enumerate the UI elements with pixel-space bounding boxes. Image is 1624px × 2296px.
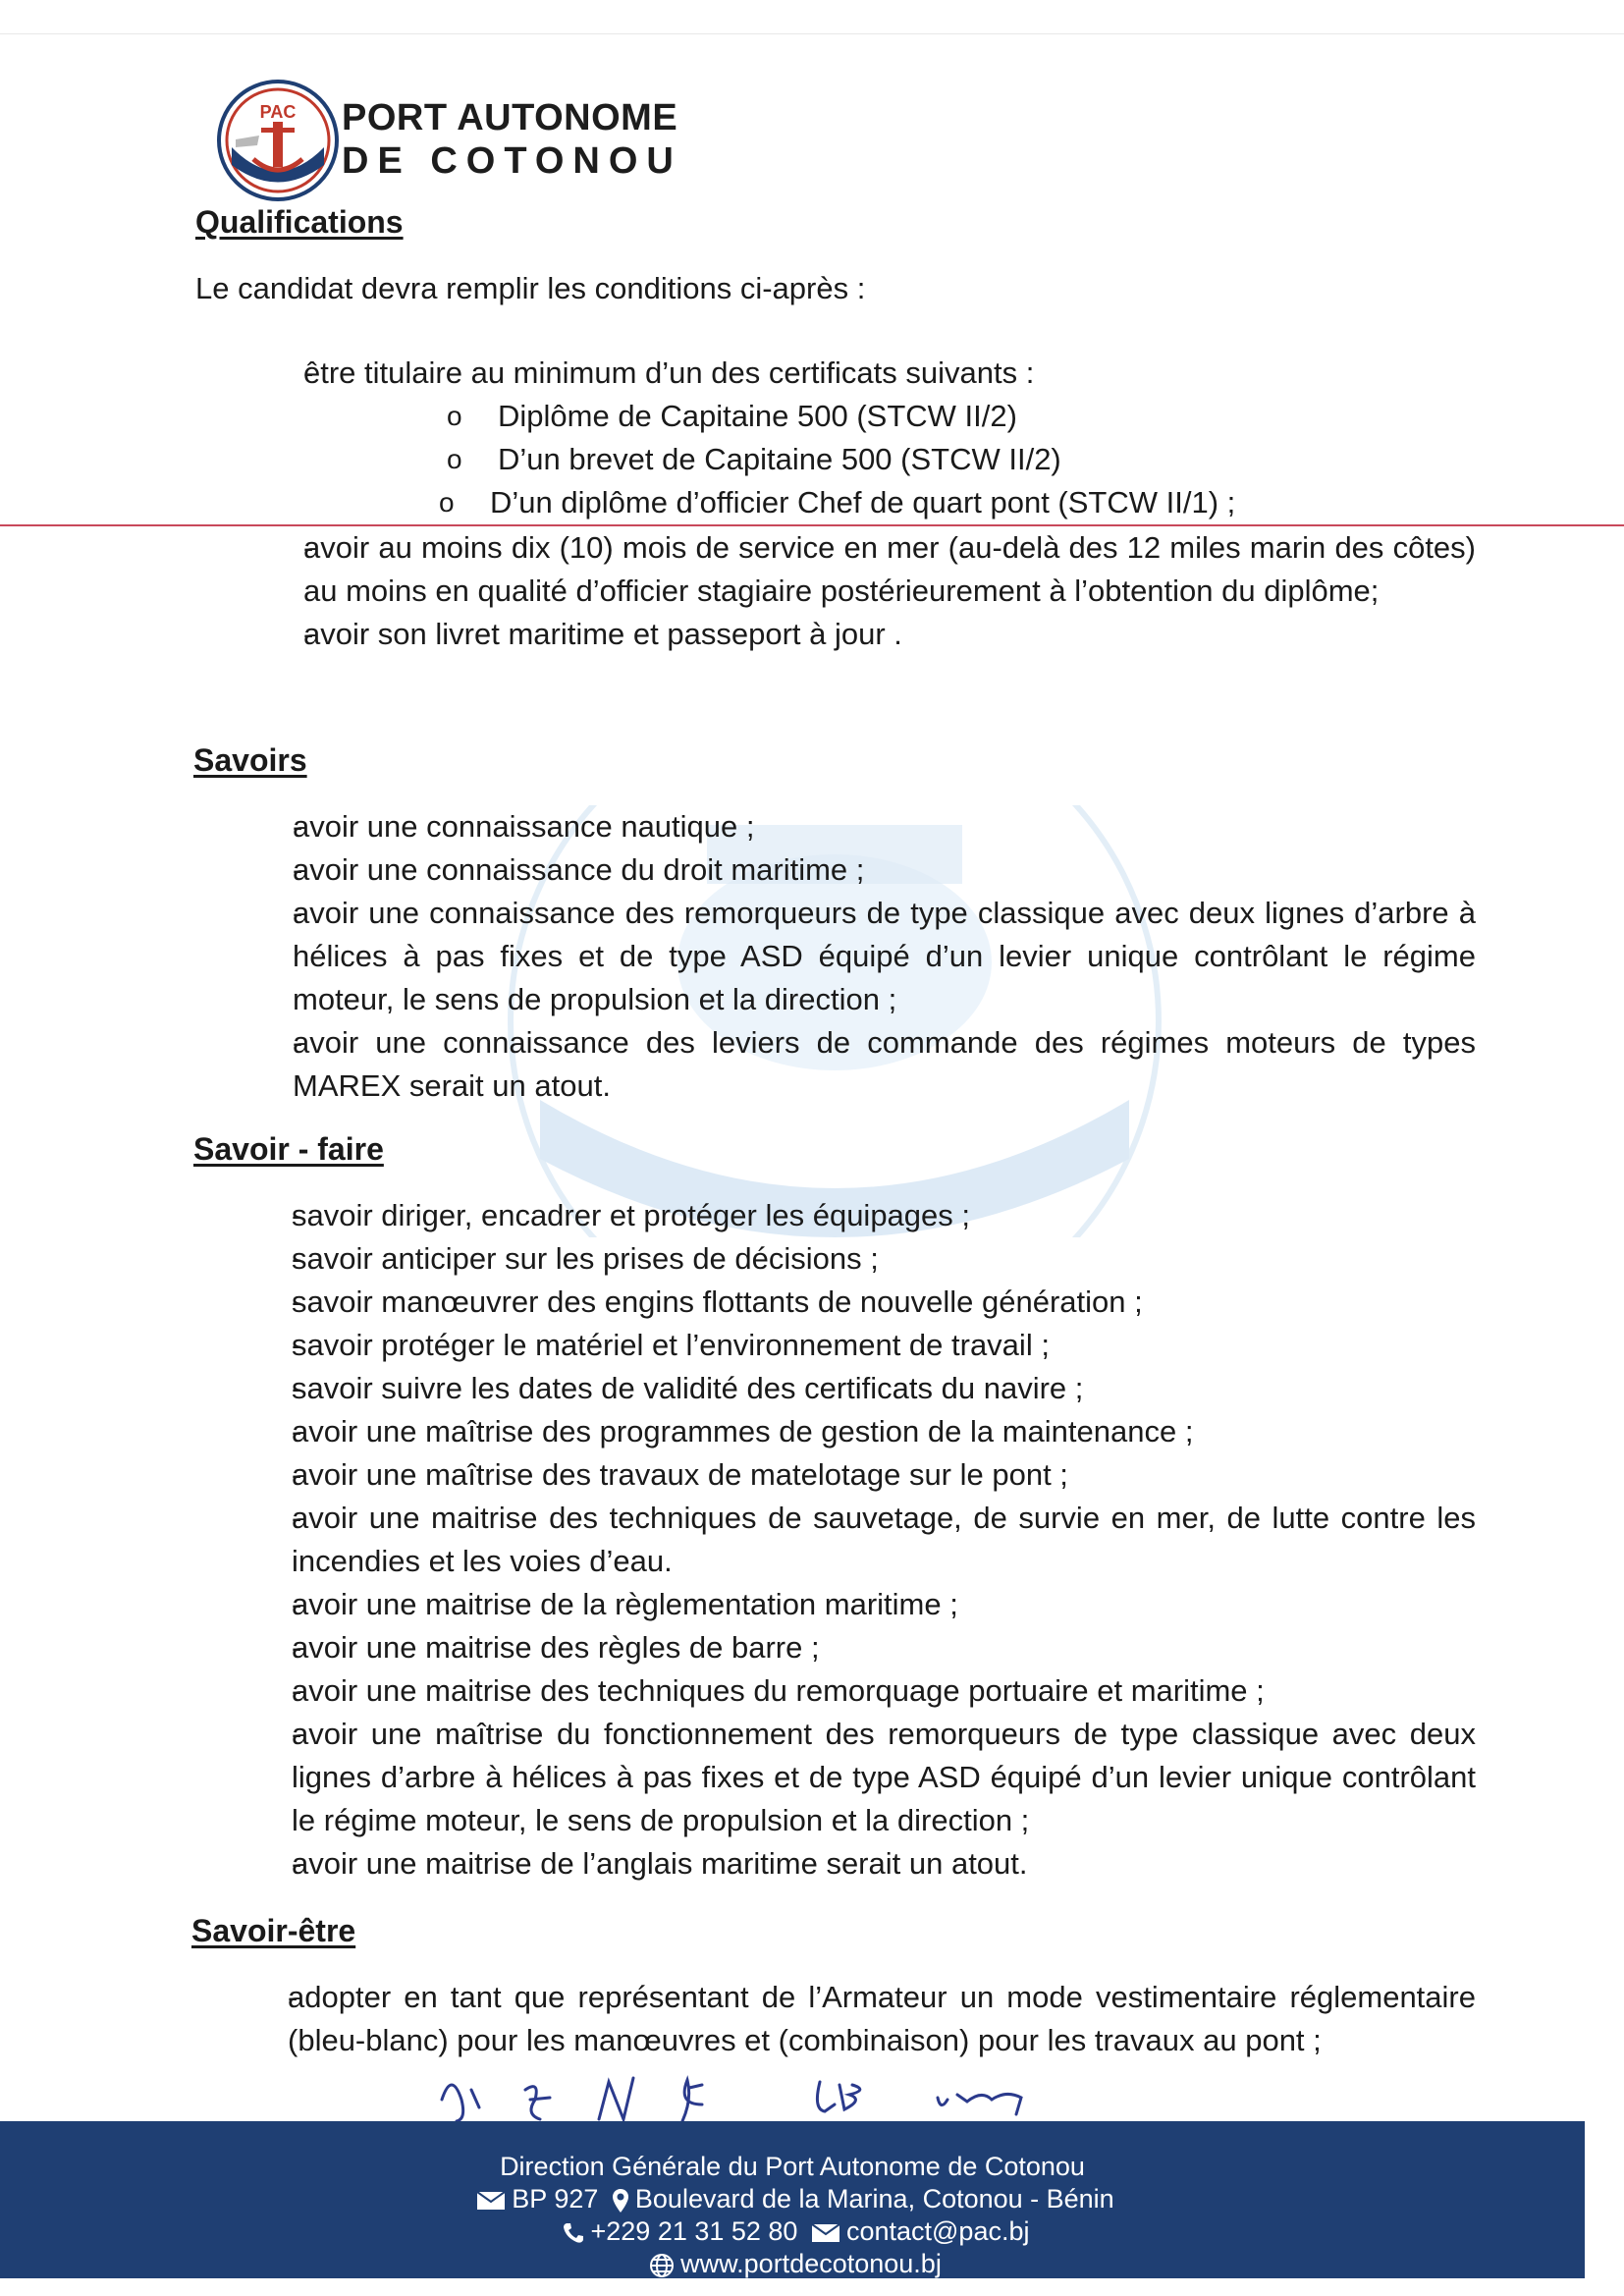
footer [0,2121,1585,2278]
list-item: - savoir manœuvrer des engins flottants de nouvelle génération ; [245,1281,1476,1324]
scan-edge-line [0,33,1624,34]
qualifications-intro: Le candidat devra remplir les conditions ci-après : [195,271,866,305]
list-item: - avoir une maitrise de l’anglais maritime serait un atout. [245,1842,1476,1886]
list-item: - avoir une connaissance nautique ; [245,805,1476,848]
list-item: - avoir une maîtrise des programmes de gestion de la maintenance ; [245,1410,1476,1453]
list-item: - avoir une maitrise des règles de barre ; [245,1626,1476,1669]
org-name-line2: DE COTONOU [342,140,682,182]
heading-qualifications: Qualifications [195,204,404,240]
certificate-item: o D’un brevet de Capitaine 500 (STCW II/2) [498,438,1235,481]
list-item: - avoir une maitrise des techniques du remorquage portuaire et maritime ; [245,1669,1476,1713]
list-item: - avoir une maitrise de la règlementation maritime ; [245,1583,1476,1626]
list-item [252,352,1476,395]
list-item: - avoir une maîtrise du fonctionnement des remorqueurs de type classique avec deux lignes d’arbre à hélices à pas fixes et de type ASD équipé d’un levier unique contrôlant le régime moteur, le sens de propulsion et la direction ; [245,1713,1476,1842]
org-name [342,96,682,183]
footer-email[interactable]: contact@pac.bj [845,2216,1030,2246]
footer-contact-line [0,2215,1585,2248]
list-item-text: avoir son livret maritime et passeport à jour . [303,617,902,651]
qualifications-list-2 [252,526,1476,656]
envelope-icon [476,2191,506,2211]
savoir-faire-list [245,1194,1476,1886]
list-item: - savoir diriger, encadrer et protéger les équipages ; [245,1194,1476,1237]
certificate-item: o Diplôme de Capitaine 500 (STCW II/2) [498,395,1235,438]
location-pin-icon [612,2188,629,2214]
footer-phone: +229 21 31 52 80 [590,2216,798,2246]
list-item: - adopter en tant que représentant de l’Armateur un mode vestimentaire réglementaire (bleu-blanc) pour les manœuvres et (combinaison) pour les travaux au pont ; [242,1976,1476,2062]
footer-address: Boulevard de la Marina, Cotonou - Bénin [634,2184,1114,2214]
footer-website[interactable]: www.portdecotonou.bj [680,2249,942,2278]
list-item [252,613,1476,656]
list-item: - avoir une maîtrise des travaux de matelotage sur le pont ; [245,1453,1476,1497]
certificate-item: o D’un diplôme d’officier Chef de quart pont (STCW II/1) ; [490,481,1235,524]
savoirs-list [245,805,1476,1108]
list-item: - savoir anticiper sur les prises de décisions ; [245,1237,1476,1281]
list-item: - savoir suivre les dates de validité des certificats du navire ; [245,1367,1476,1410]
org-name-line1: PORT AUTONOME [342,97,678,138]
list-item: - avoir une maitrise des techniques de sauvetage, de survie en mer, de lutte contre les incendies et les voies d’eau. [245,1497,1476,1583]
list-item: - avoir une connaissance des remorqueurs de type classique avec deux lignes d’arbre à hélices à pas fixes et de type ASD équipé d’un levier unique contrôlant le régime moteur, le sens de propulsion et la direction ; [245,892,1476,1021]
heading-savoir-etre: Savoir-être [191,1913,356,1948]
list-item-text: avoir au moins dix (10) mois de service en mer (au-delà des 12 miles marin des côtes) au moins en qualité d’officier stagiaire postérieurement à l’obtention du diplôme; [303,530,1476,608]
list-item [252,526,1476,613]
heading-savoirs: Savoirs [193,742,307,778]
list-item: - savoir protéger le matériel et l’environnement de travail ; [245,1324,1476,1367]
logo-lettering: PAC [259,102,297,122]
qualifications-list [252,352,1476,395]
list-item: - avoir une connaissance du droit maritime ; [245,848,1476,892]
phone-icon [562,2221,585,2245]
footer-web-line [0,2248,1585,2280]
certificates-list [490,395,1236,524]
heading-savoir-faire: Savoir - faire [193,1131,384,1167]
envelope-icon [811,2223,840,2243]
footer-bp: BP 927 [512,2184,599,2214]
list-item-text: être titulaire au minimum d’un des certificats suivants : [303,355,1035,390]
savoir-etre-list [242,1976,1476,2062]
footer-title: Direction Générale du Port Autonome de Cotonou [500,2152,1085,2181]
port-logo [214,77,342,204]
list-item: - avoir une connaissance des leviers de commande des régimes moteurs de types MAREX serait un atout. [245,1021,1476,1108]
footer-address-line [0,2183,1585,2215]
globe-icon [649,2253,675,2278]
